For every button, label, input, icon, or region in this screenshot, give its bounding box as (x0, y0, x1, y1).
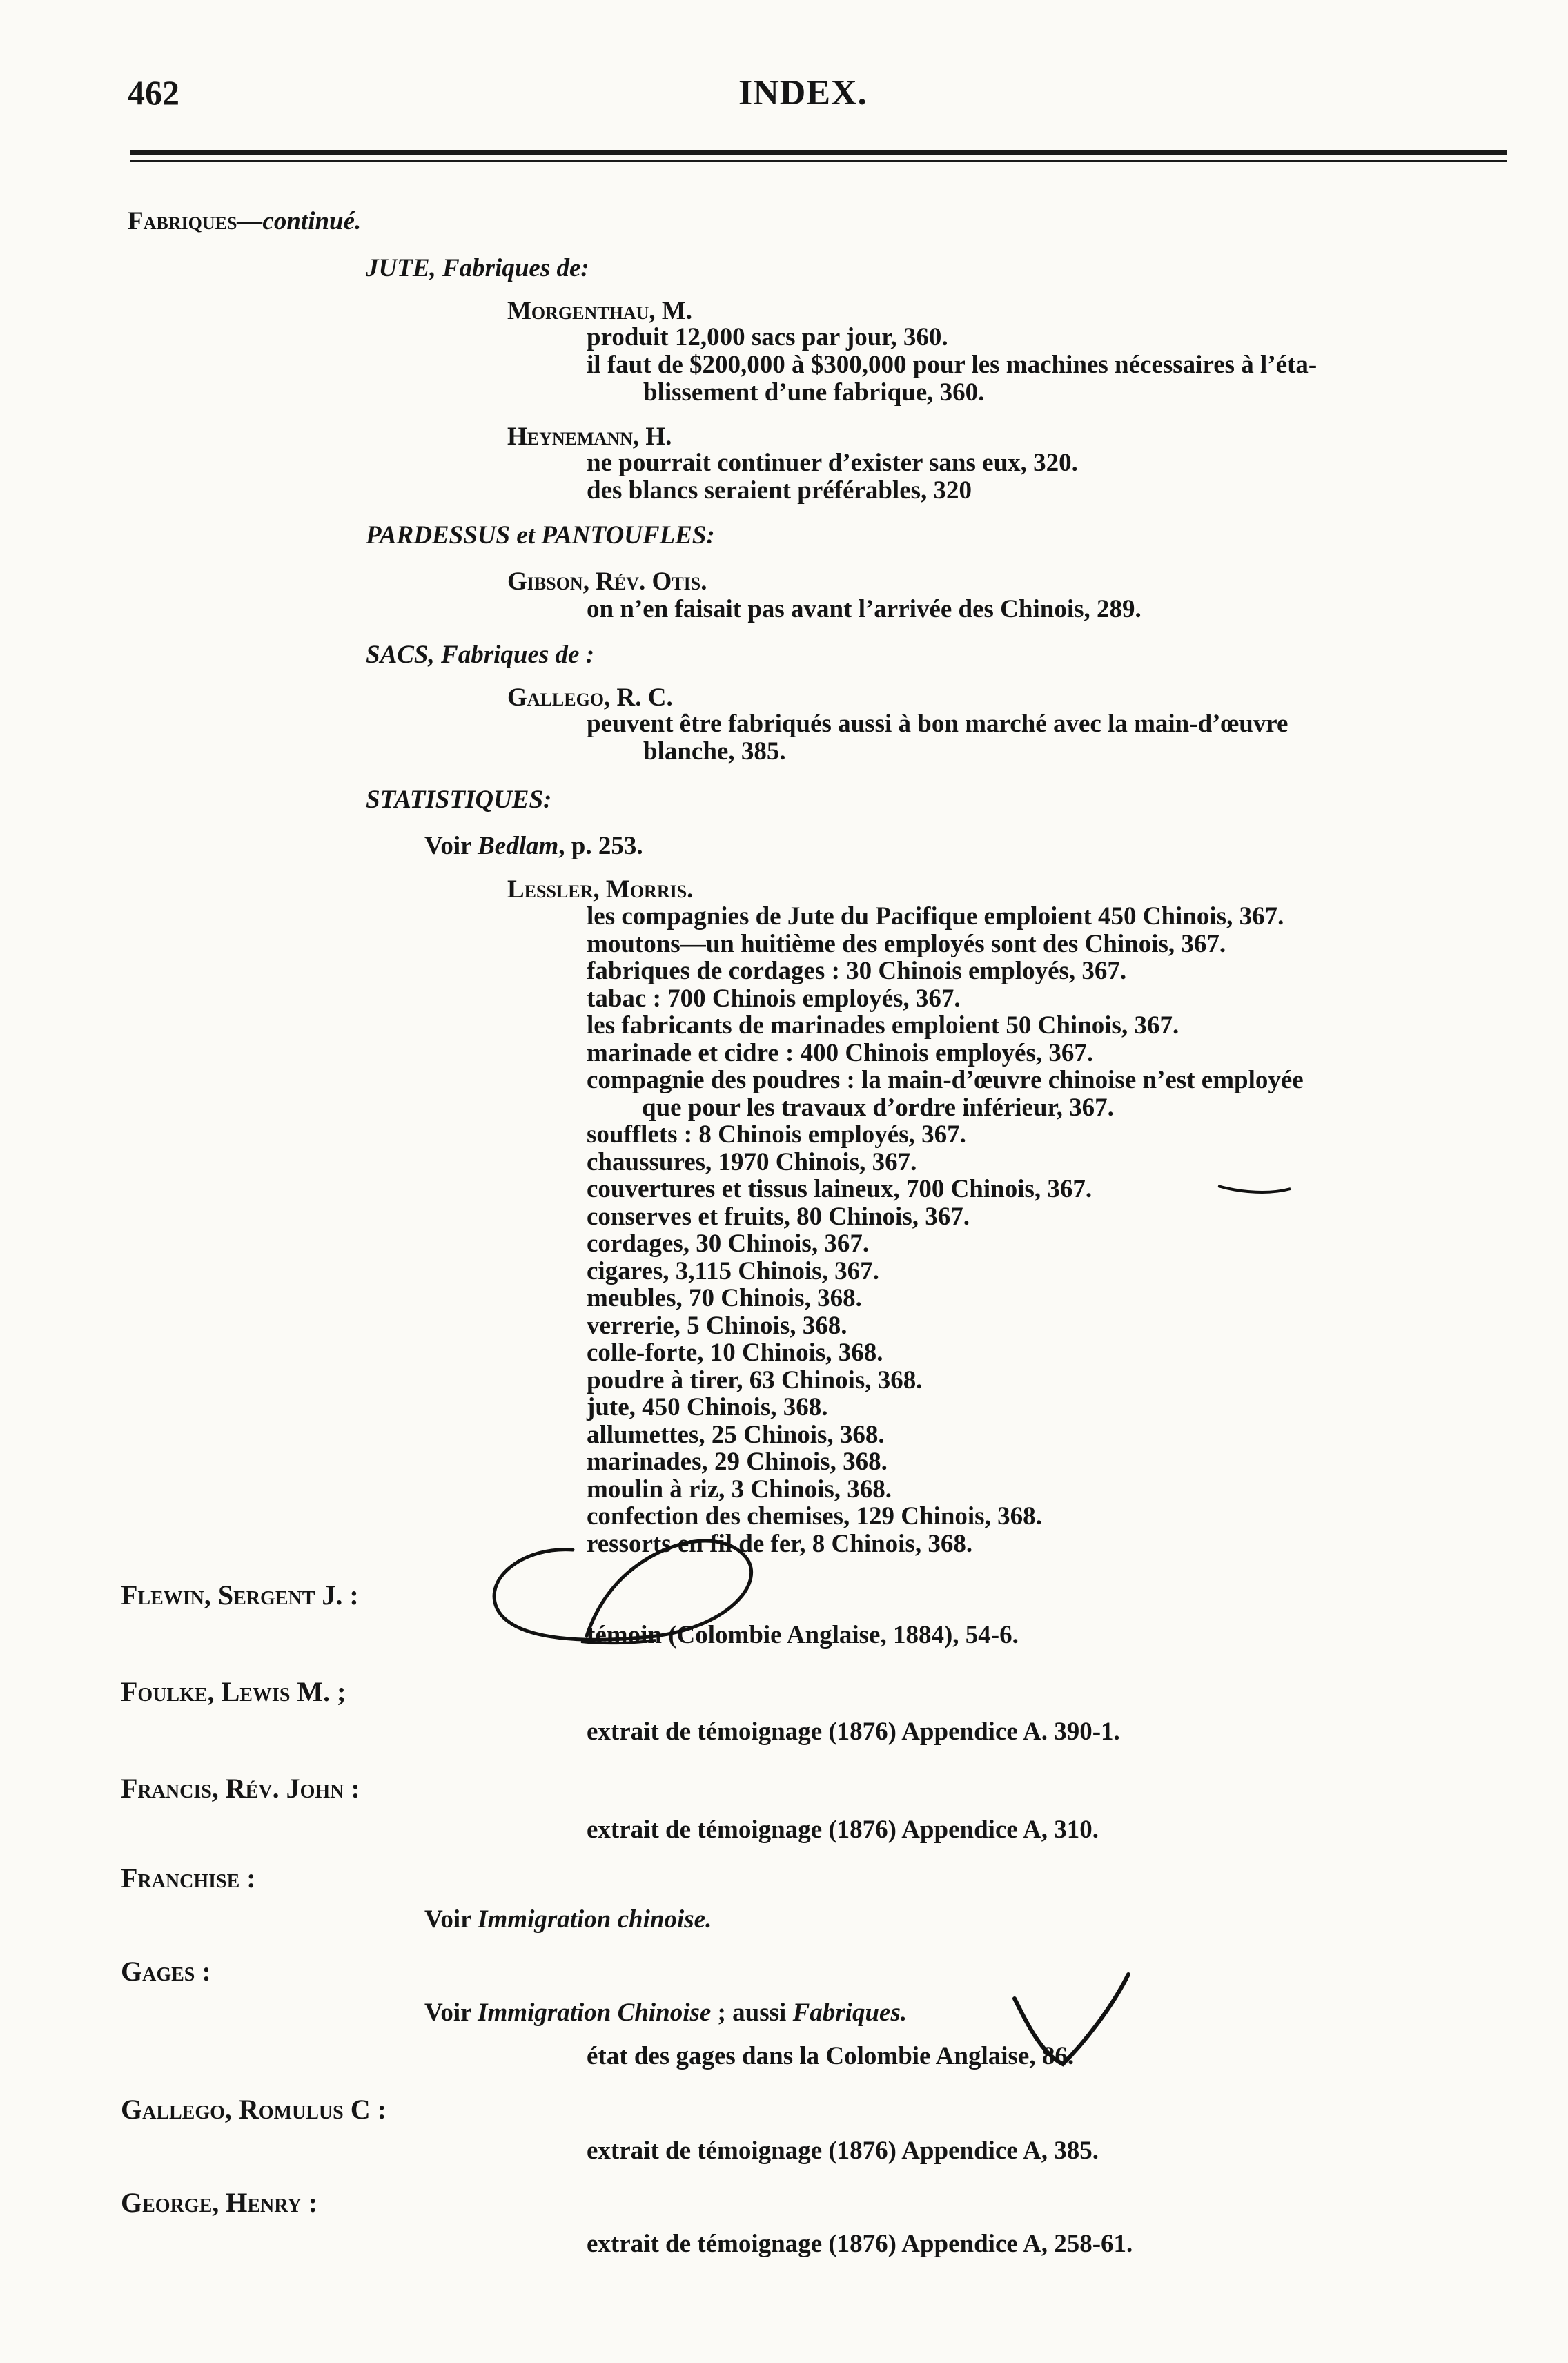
voir-label: Voir (424, 1999, 478, 2027)
lessler-line: que pour les travaux d’ordre inférieur, 367. (642, 1093, 1114, 1122)
morgenthau-line-3: blissement d’une fabrique, 360. (643, 378, 985, 407)
voir-label: Voir (424, 832, 478, 860)
entry-gallego-romulus: Gallego, Romulus C : (121, 2094, 386, 2125)
morgenthau-line-1: produit 12,000 sacs par jour, 360. (587, 323, 948, 351)
pen-check-mark (1015, 1974, 1128, 2064)
heading-name: Fabriques (128, 207, 237, 235)
entry-franchise: Franchise : (121, 1863, 256, 1894)
lessler-line: marinade et cidre : 400 Chinois employés, 367. (587, 1038, 1094, 1067)
lessler-line: fabriques de cordages : 30 Chinois employés, 367. (587, 957, 1127, 985)
subheading-sacs: SACS, Fabriques de : (366, 641, 595, 669)
lessler-line: ressorts en fil de fer, 8 Chinois, 368. (587, 1529, 973, 1558)
lessler-line: moulin à riz, 3 Chinois, 368. (587, 1475, 892, 1504)
gallego-romulus-line-1: extrait de témoignage (1876) Appendice A, 385. (587, 2137, 1099, 2165)
morgenthau-line-2: il faut de $200,000 à $300,000 pour les machines nécessaires à l’éta- (587, 351, 1317, 379)
lessler-line: confection des chemises, 129 Chinois, 368. (587, 1502, 1042, 1530)
gallego-rc-line-2: blanche, 385. (643, 737, 786, 766)
gages-line-2: état des gages dans la Colombie Anglaise, 86. (587, 2042, 1075, 2070)
subheading-statistiques: STATISTIQUES: (366, 786, 552, 814)
lessler-line: cordages, 30 Chinois, 367. (587, 1229, 870, 1258)
lessler-line: tabac : 700 Chinois employés, 367. (587, 984, 961, 1013)
lessler-line: chaussures, 1970 Chinois, 367. (587, 1147, 917, 1176)
pen-loop-mark (494, 1541, 751, 1640)
heading-continued: —continué. (237, 207, 362, 235)
entry-gages: Gages : (121, 1956, 211, 1987)
entry-george: George, Henry : (121, 2187, 318, 2218)
lessler-line: les fabricants de marinades emploient 50 Chinois, 367. (587, 1011, 1179, 1040)
subheading-jute: JUTE, Fabriques de: (366, 254, 589, 282)
lessler-line: meubles, 70 Chinois, 368. (587, 1284, 862, 1312)
subheading-pardessus: PARDESSUS et PANTOUFLES: (366, 521, 715, 550)
witness-gallego-rc: Gallego, R. C. (507, 683, 673, 712)
also-label: ; aussi (711, 1999, 793, 2027)
george-line-1: extrait de témoignage (1876) Appendice A, 258-61. (587, 2230, 1133, 2258)
cross-reference: Bedlam (478, 832, 559, 860)
witness-lessler: Lessler, Morris. (507, 875, 694, 904)
gibson-line-1: on n’en faisait pas avant l’arrivée des Chinois, 289. (587, 595, 1141, 623)
entry-francis: Francis, Rév. John : (121, 1773, 360, 1804)
cross-reference-1: Immigration Chinoise (478, 1999, 712, 2027)
lessler-line: conserves et fruits, 80 Chinois, 367. (587, 1202, 970, 1231)
heynemann-line-2: des blancs seraient préférables, 320 (587, 476, 972, 505)
lessler-line: les compagnies de Jute du Pacifique emploient 450 Chinois, 367. (587, 902, 1284, 931)
pen-dash-mark (1218, 1186, 1291, 1192)
lessler-line: verrerie, 5 Chinois, 368. (587, 1311, 847, 1340)
page-reference: , p. 253. (558, 832, 643, 860)
lessler-line: soufflets : 8 Chinois employés, 367. (587, 1120, 966, 1149)
lessler-line: compagnie des poudres : la main-d’œuvre chinoise n’est employée (587, 1066, 1304, 1094)
heynemann-line-1: ne pourrait continuer d’exister sans eux, 320. (587, 449, 1078, 477)
witness-heynemann: Heynemann, H. (507, 422, 672, 451)
lessler-line: allumettes, 25 Chinois, 368. (587, 1420, 885, 1449)
voir-label: Voir (424, 1905, 478, 1934)
cross-reference-2: Fabriques. (792, 1999, 908, 2027)
entry-flewin: Flewin, Sergent J. : (121, 1579, 359, 1611)
gallego-rc-line-1: peuvent être fabriqués aussi à bon marché avec la main-d’œuvre (587, 710, 1288, 738)
entry-foulke: Foulke, Lewis M. ; (121, 1676, 346, 1707)
foulke-line-1: extrait de témoignage (1876) Appendice A. 390-1. (587, 1718, 1120, 1746)
lessler-line: couvertures et tissus laineux, 700 Chinois, 367. (587, 1175, 1092, 1203)
lessler-line: moutons—un huitième des employés sont des Chinois, 367. (587, 929, 1226, 958)
lessler-line: cigares, 3,115 Chinois, 367. (587, 1256, 879, 1285)
witness-morgenthau: Morgenthau, M. (507, 297, 693, 325)
page-title: INDEX. (738, 73, 868, 113)
witness-gibson: Gibson, Rév. Otis. (507, 567, 707, 596)
lessler-line: jute, 450 Chinois, 368. (587, 1393, 828, 1421)
lessler-line: poudre à tirer, 63 Chinois, 368. (587, 1365, 923, 1394)
page-number: 462 (128, 73, 179, 112)
francis-line-1: extrait de témoignage (1876) Appendice A, 310. (587, 1816, 1099, 1844)
flewin-line-1: témoin (Colombie Anglaise, 1884), 54-6. (587, 1621, 1019, 1649)
lessler-line: marinades, 29 Chinois, 368. (587, 1448, 888, 1476)
lessler-line: colle-forte, 10 Chinois, 368. (587, 1339, 883, 1367)
cross-reference: Immigration chinoise. (478, 1905, 712, 1934)
